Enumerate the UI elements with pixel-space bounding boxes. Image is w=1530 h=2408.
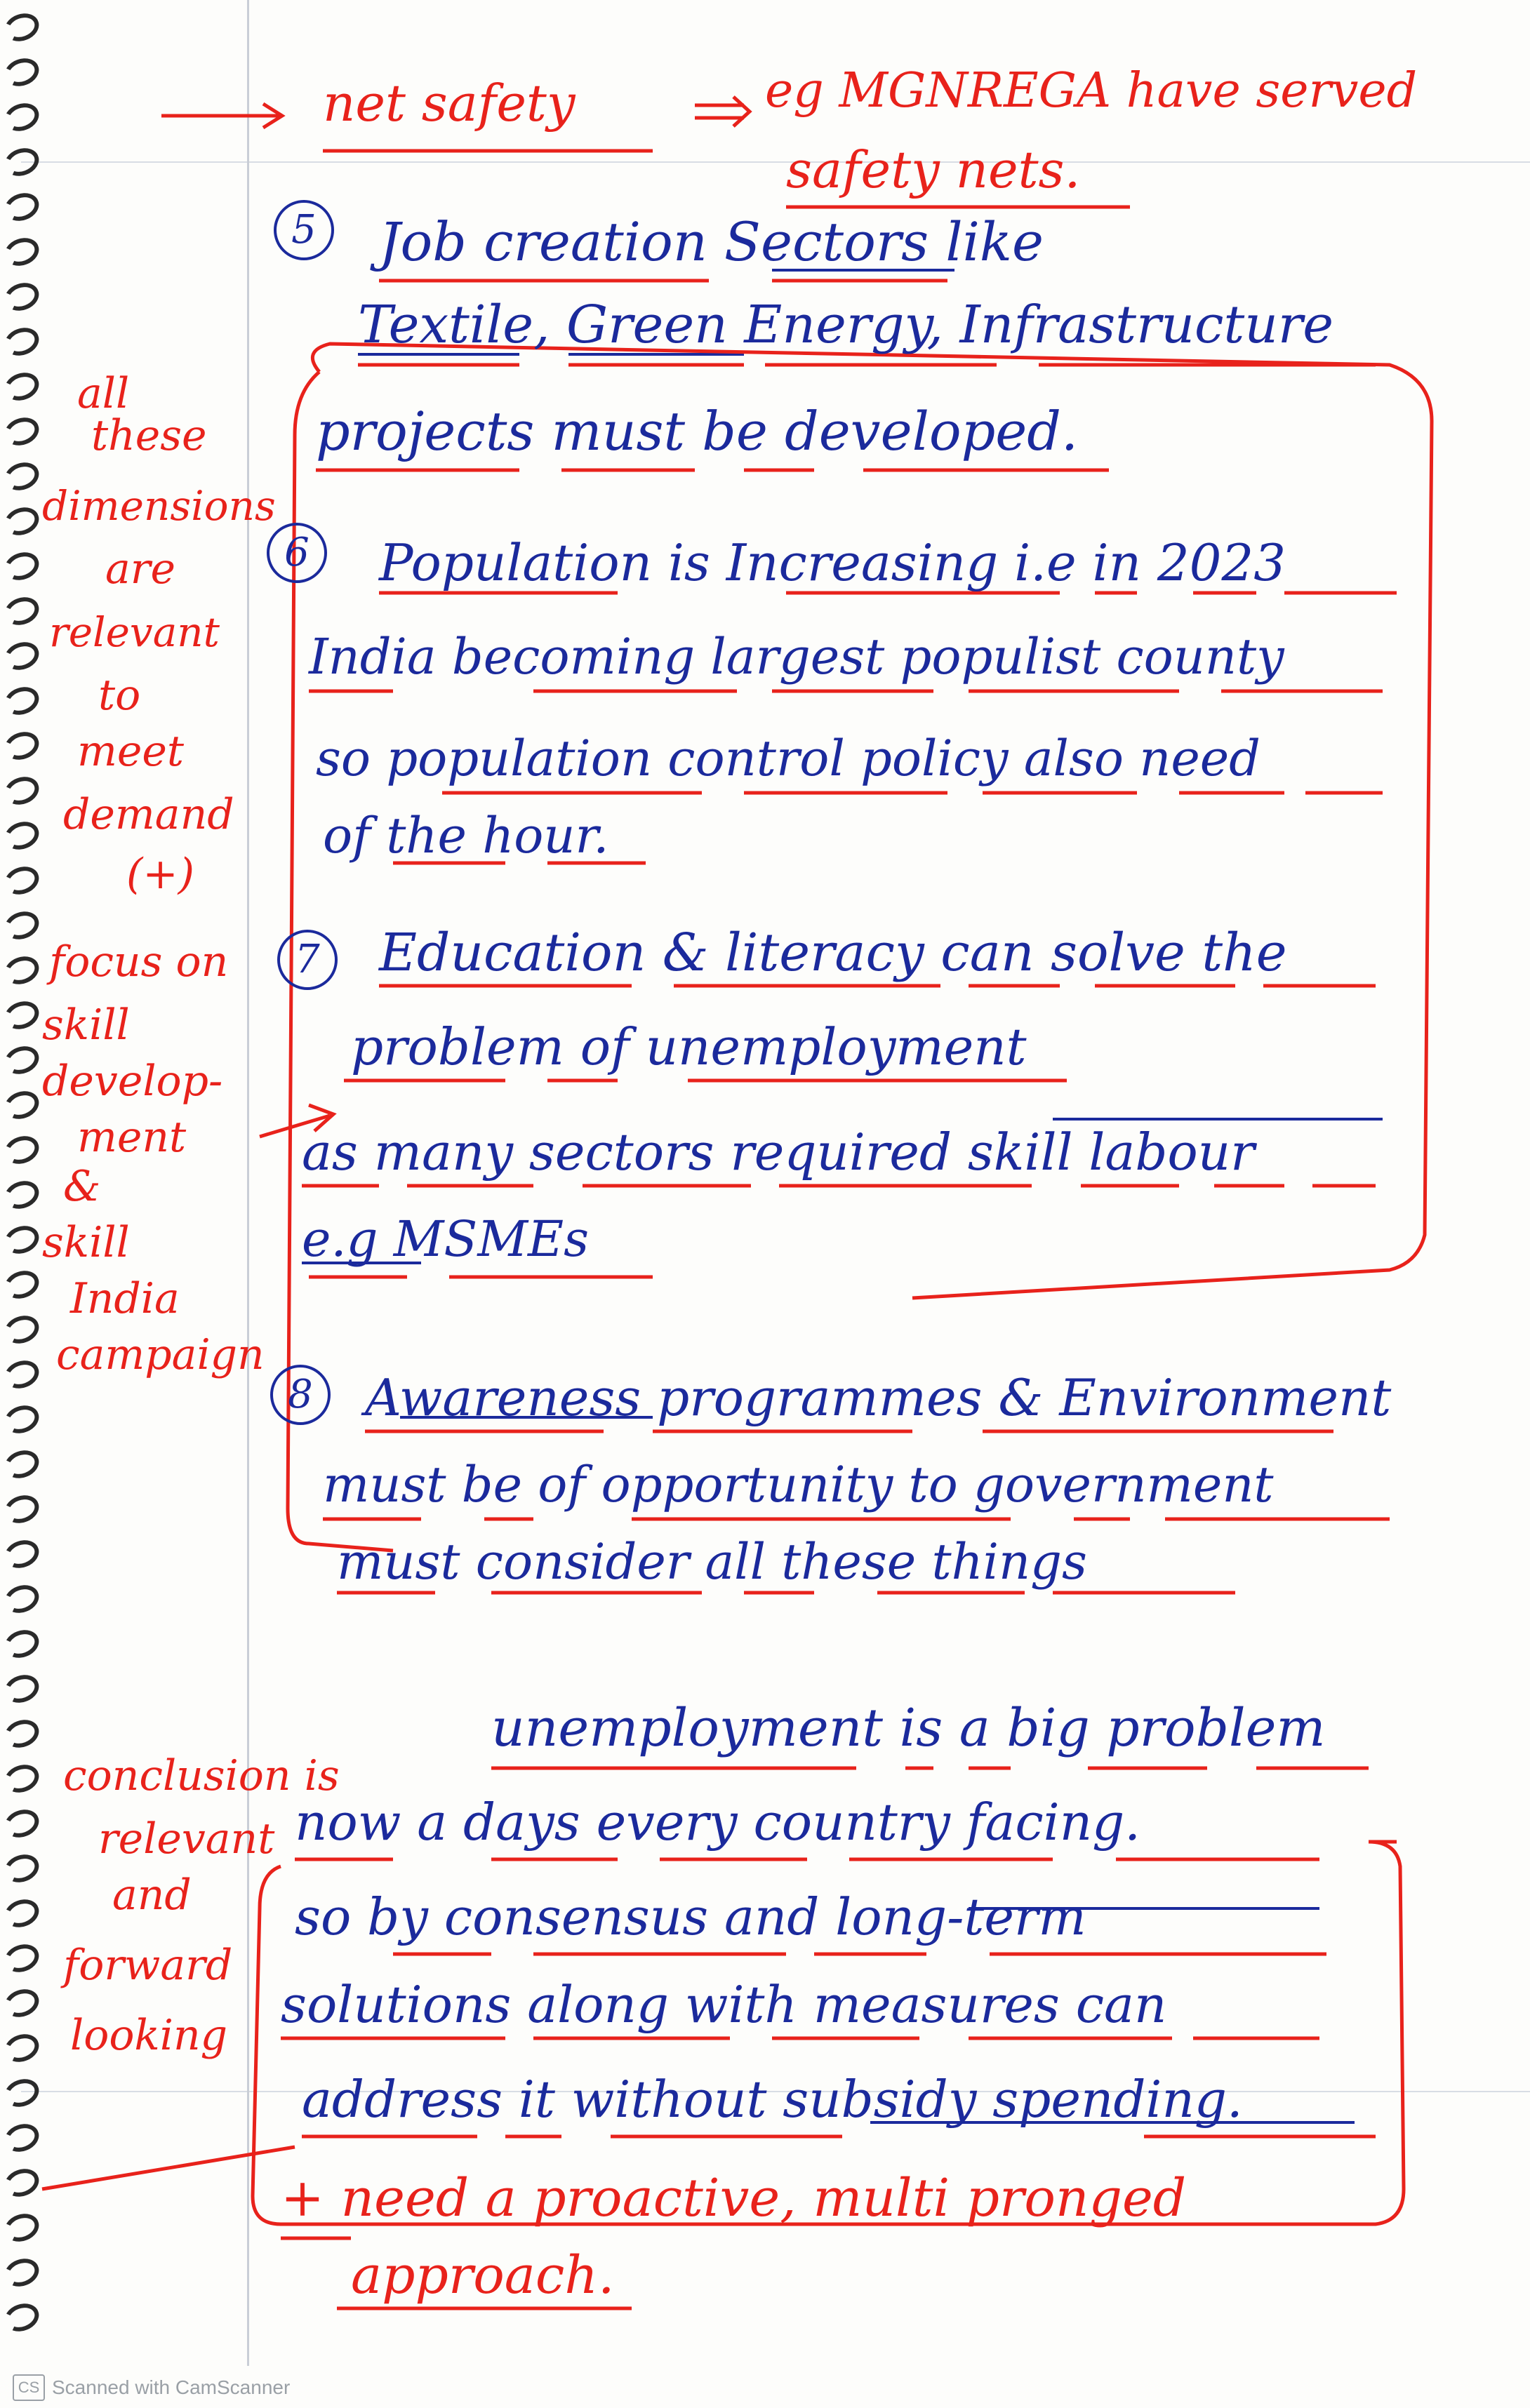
point-6-line-4: of the hour. bbox=[323, 807, 609, 864]
point-8-line-3: must consider all these things bbox=[337, 1533, 1087, 1591]
margin-note-these: these bbox=[91, 411, 207, 460]
point-number-8: 8 bbox=[270, 1365, 331, 1425]
point-number-5: 5 bbox=[274, 200, 334, 260]
point-7-line-1: Education & literacy can solve the bbox=[379, 923, 1287, 983]
point-5-line-2: Textile, Green Energy, Infrastructure bbox=[358, 295, 1334, 355]
conclusion-red-line-2: approach. bbox=[351, 2245, 615, 2306]
margin-note-ampersand: & bbox=[63, 1162, 101, 1211]
point-7-line-4: e.g MSMEs bbox=[302, 1210, 590, 1268]
margin-note-demand: demand bbox=[63, 790, 234, 839]
margin-note-india: India bbox=[70, 1274, 180, 1323]
camscanner-text: Scanned with CamScanner bbox=[52, 2376, 291, 2398]
point-6-line-1: Population is Increasing i.e in 2023 bbox=[379, 533, 1286, 592]
margin-note-all: all bbox=[77, 369, 130, 418]
point-5-line-3: projects must be developed. bbox=[316, 400, 1079, 462]
point-6-line-3: so population control policy also need bbox=[316, 730, 1260, 787]
point-8-line-1: Awareness programmes & Environment bbox=[365, 1368, 1392, 1427]
conclusion-line-2: now a days every country facing. bbox=[295, 1793, 1141, 1852]
margin-note-meet: meet bbox=[77, 727, 185, 776]
camscanner-logo: CS bbox=[13, 2374, 45, 2401]
point-5-line-1: Job creation Sectors like bbox=[379, 210, 1044, 273]
margin-note-skill: skill bbox=[42, 1001, 130, 1050]
margin-note-looking: looking bbox=[70, 2011, 228, 2060]
margin-note-campaign: campaign bbox=[56, 1330, 265, 1379]
margin-note-skill-2: skill bbox=[42, 1218, 130, 1267]
margin-note-ment: ment bbox=[77, 1113, 187, 1162]
conclusion-line-1: unemployment is a big problem bbox=[491, 1698, 1326, 1758]
margin-note-conclusion-is: conclusion is bbox=[63, 1751, 340, 1800]
point-number-7: 7 bbox=[277, 930, 338, 990]
margin-note-relevant-2: relevant bbox=[98, 1814, 275, 1864]
conclusion-line-4: solutions along with measures can bbox=[281, 1975, 1167, 2034]
margin-note-dimensions: dimensions bbox=[42, 482, 276, 530]
point-7-line-2: problem of unemployment bbox=[351, 1017, 1027, 1076]
conclusion-line-5: address it without subsidy spending. bbox=[302, 2070, 1243, 2129]
margin-note-are: are bbox=[105, 544, 175, 594]
net-safety-note: net safety bbox=[323, 74, 576, 133]
margin-note-and: and bbox=[112, 1871, 192, 1920]
safety-nets-note: safety nets. bbox=[786, 140, 1081, 199]
conclusion-red-line-1: + need a proactive, multi pronged bbox=[281, 2168, 1187, 2228]
conclusion-line-3: so by consensus and long-term bbox=[295, 1887, 1086, 1946]
point-7-line-3: as many sectors required skill labour bbox=[302, 1123, 1255, 1182]
margin-note-focus-on: focus on bbox=[49, 937, 229, 986]
margin-note-to: to bbox=[98, 671, 141, 720]
margin-note-relevant: relevant bbox=[49, 608, 220, 656]
margin-note-plus: (+) bbox=[126, 850, 195, 899]
margin-note-forward: forward bbox=[63, 1941, 233, 1990]
camscanner-footer bbox=[13, 2374, 290, 2401]
point-8-line-2: must be of opportunity to government bbox=[323, 1456, 1274, 1513]
point-number-6: 6 bbox=[267, 523, 327, 583]
margin-note-develop: develop- bbox=[42, 1057, 223, 1106]
point-6-line-2: India becoming largest populist county bbox=[309, 628, 1284, 685]
mgnrega-note: eg MGNREGA have served bbox=[765, 63, 1418, 119]
